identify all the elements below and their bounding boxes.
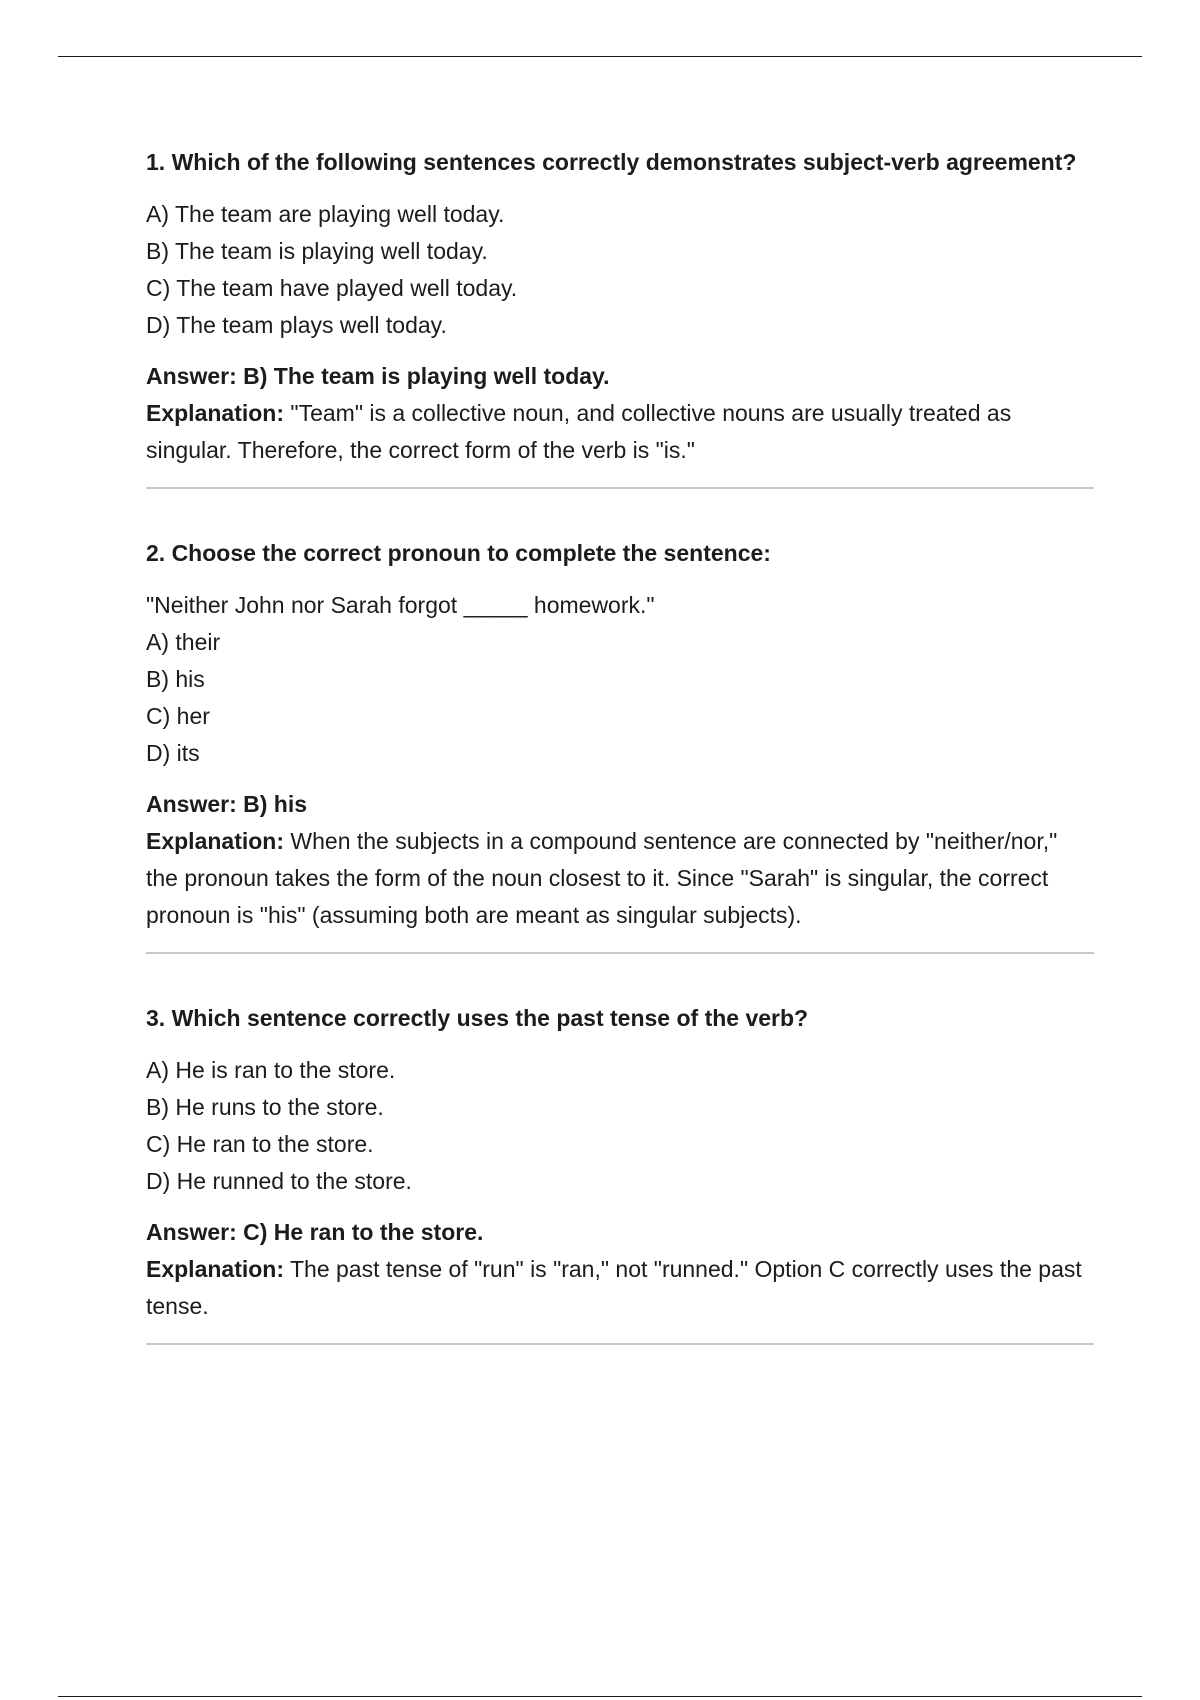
explanation-text: When the subjects in a compound sentence are connected by "neither/nor," the pronoun takes the form of the noun closest to it. Since "Sarah" is singular, the correct pronoun is "his" (assuming both are meant as singular subjects). — [146, 828, 1058, 928]
option-b: B) his — [146, 666, 205, 692]
answer: Answer: B) his — [146, 791, 308, 817]
options-list — [146, 624, 1094, 772]
explanation-label: Explanation: — [146, 400, 285, 426]
option-b: B) The team is playing well today. — [146, 238, 488, 264]
option-c: C) her — [146, 703, 210, 729]
option-d: D) He runned to the store. — [146, 1168, 412, 1194]
option-c: C) He ran to the store. — [146, 1131, 374, 1157]
explanation — [146, 823, 1094, 934]
option-d: D) The team plays well today. — [146, 312, 447, 338]
option-d: D) its — [146, 740, 200, 766]
answer: Answer: C) He ran to the store. — [146, 1219, 484, 1245]
quiz-content — [146, 144, 1094, 1391]
question-title: 3. Which sentence correctly uses the past tense of the verb? — [146, 1005, 809, 1031]
question-title: 1. Which of the following sentences correctly demonstrates subject-verb agreement? — [146, 149, 1077, 175]
answer: Answer: B) The team is playing well today. — [146, 363, 610, 389]
option-b: B) He runs to the store. — [146, 1094, 384, 1120]
explanation-text: The past tense of "run" is "ran," not "runned." Option C correctly uses the past tense. — [146, 1256, 1082, 1319]
section-divider — [146, 487, 1094, 489]
question-title: 2. Choose the correct pronoun to complete the sentence: — [146, 540, 771, 566]
option-c: C) The team have played well today. — [146, 275, 518, 301]
option-a: A) their — [146, 629, 221, 655]
options-list — [146, 196, 1094, 344]
question-1 — [146, 144, 1094, 469]
section-divider — [146, 952, 1094, 954]
options-list — [146, 1052, 1094, 1200]
question-prompt: "Neither John nor Sarah forgot _____ homework." — [146, 592, 655, 618]
section-divider — [146, 1343, 1094, 1345]
explanation — [146, 1251, 1094, 1325]
question-3 — [146, 1000, 1094, 1325]
explanation-label: Explanation: — [146, 1256, 285, 1282]
explanation — [146, 395, 1094, 469]
option-a: A) He is ran to the store. — [146, 1057, 396, 1083]
explanation-text: "Team" is a collective noun, and collective nouns are usually treated as singular. Therefore, the correct form of the verb is "is." — [146, 400, 1012, 463]
page-bottom-rule — [58, 1696, 1142, 1697]
question-2 — [146, 535, 1094, 934]
explanation-label: Explanation: — [146, 828, 285, 854]
page-top-rule — [58, 56, 1142, 57]
option-a: A) The team are playing well today. — [146, 201, 505, 227]
